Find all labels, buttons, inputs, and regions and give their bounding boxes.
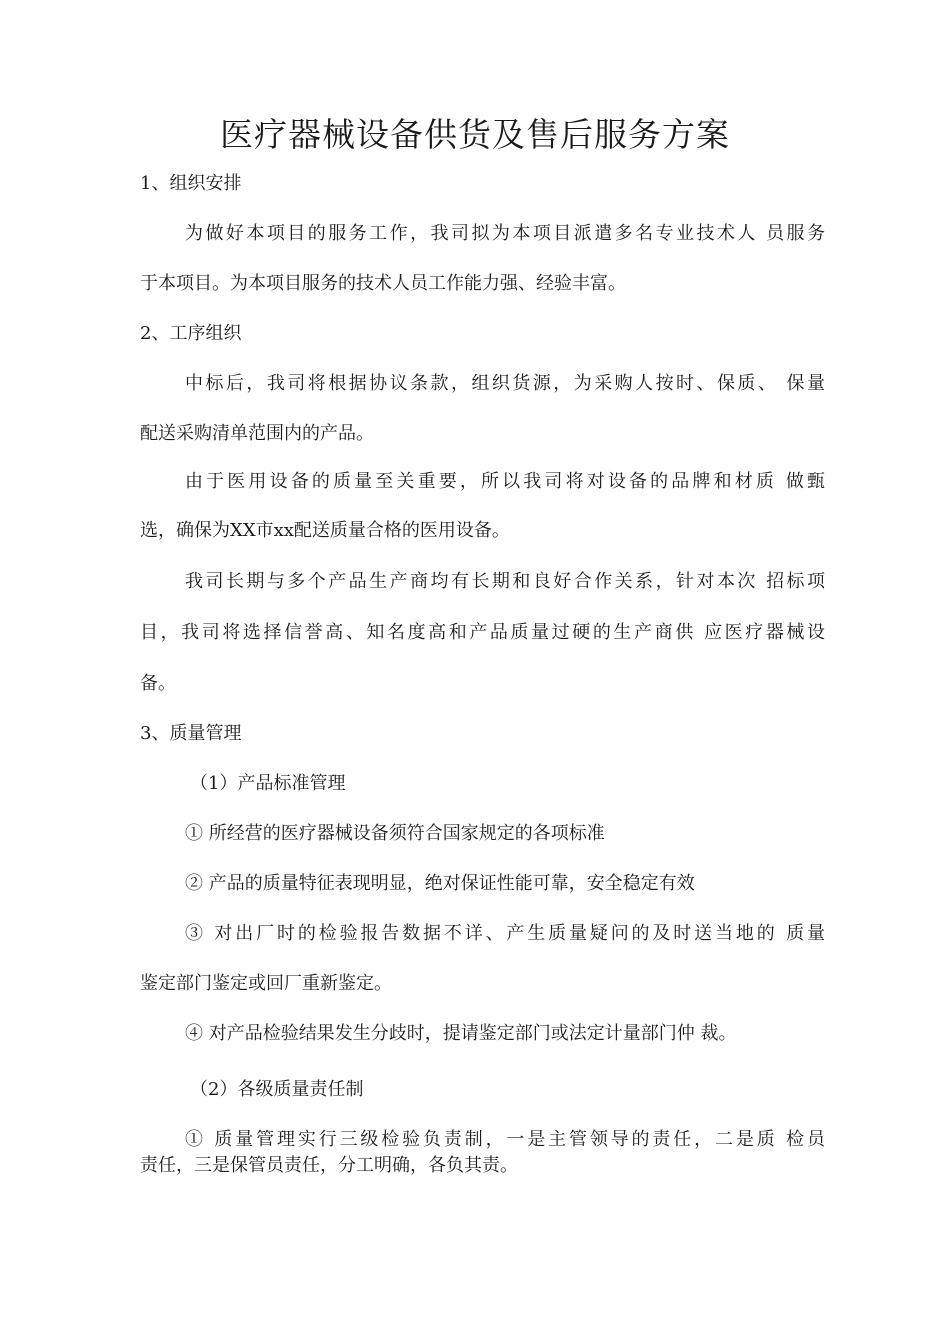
- paragraph-line: 为做好本项目的服务工作，我司拟为本项目派遣多名专业技术人 员服务: [185, 223, 825, 244]
- subsection-heading-2: （2）各级质量责任制: [190, 1079, 364, 1100]
- document-title: 医疗器械设备供货及售后服务方案: [220, 115, 730, 154]
- list-item: ④ 对产品检验结果发生分歧时，提请鉴定部门或法定计量部门仲 裁。: [185, 1023, 737, 1044]
- paragraph-line: 中标后，我司将根据协议条款，组织货源，为采购人按时、保质、 保量: [185, 373, 825, 394]
- list-item-continuation: 鉴定部门鉴定或回厂重新鉴定。: [140, 973, 392, 994]
- paragraph-line: 备。: [140, 673, 176, 694]
- paragraph-line: 目，我司将选择信誉高、知名度高和产品质量过硬的生产商供 应医疗器械设: [140, 622, 825, 643]
- paragraph-line: 选，确保为XX市xx配送质量合格的医用设备。: [140, 520, 510, 541]
- list-item: ③ 对出厂时的检验报告数据不详、产生质量疑问的及时送当地的 质量: [185, 923, 825, 944]
- list-item: ① 所经营的医疗器械设备须符合国家规定的各项标准: [185, 823, 605, 844]
- paragraph-line: 由于医用设备的质量至关重要，所以我司将对设备的品牌和材质 做甄: [185, 471, 825, 492]
- section-heading-3: 3、质量管理: [140, 723, 242, 744]
- subsection-heading-1: （1）产品标准管理: [190, 773, 346, 794]
- paragraph-line: 于本项目。为本项目服务的技术人员工作能力强、经验丰富。: [140, 273, 626, 294]
- section-heading-2: 2、工序组织: [140, 323, 242, 344]
- paragraph-line: 我司长期与多个产品生产商均有长期和良好合作关系，针对本次 招标项: [185, 571, 825, 592]
- list-item: ② 产品的质量特征表现明显，绝对保证性能可靠，安全稳定有效: [185, 873, 695, 894]
- list-item-continuation: 责任，三是保管员责任，分工明确，各负其责。: [140, 1155, 518, 1176]
- section-heading-1: 1、组织安排: [140, 173, 242, 194]
- list-item: ① 质量管理实行三级检验负责制，一是主管领导的责任，二是质 检员: [185, 1129, 825, 1150]
- paragraph-line: 配送采购清单范围内的产品。: [140, 423, 374, 444]
